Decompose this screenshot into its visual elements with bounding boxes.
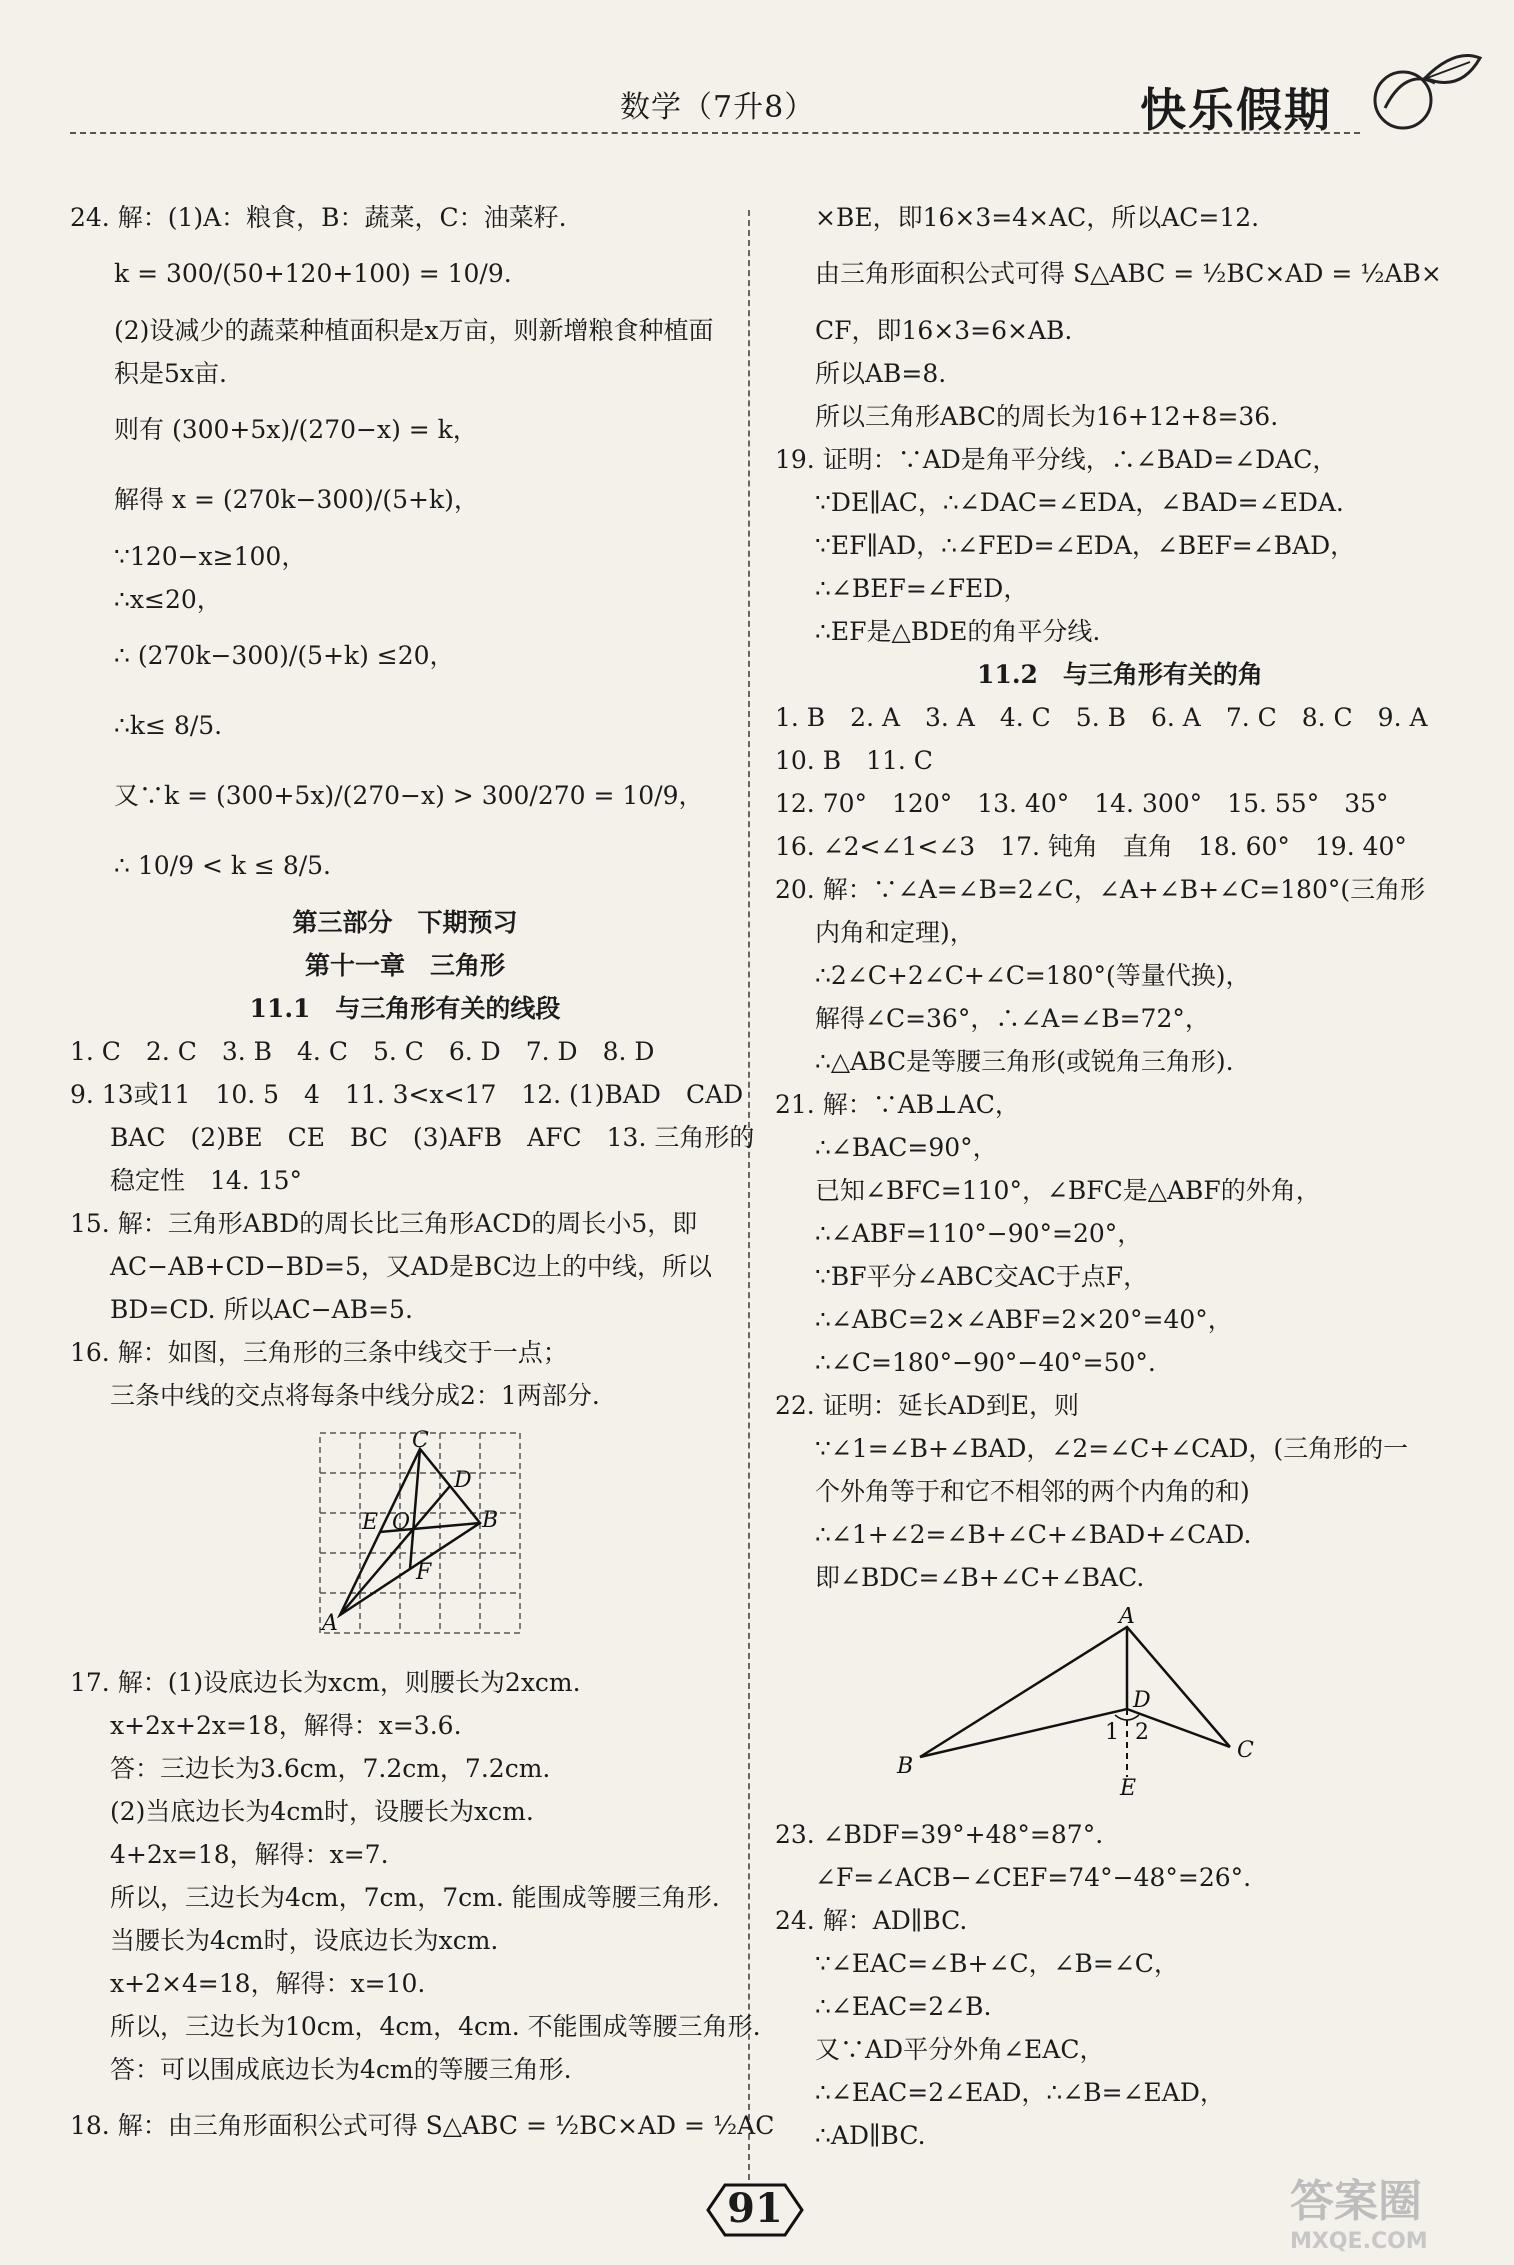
text-line: 解得 x = (270k−300)/(5+k)，: [114, 485, 479, 514]
chapter-heading: 第十一章 三角形: [304, 951, 505, 980]
text-line: 已知∠BFC=110°，∠BFC是△ABF的外角，: [815, 1176, 1321, 1205]
text-line: 当腰长为4cm时，设底边长为xcm.: [110, 1926, 499, 1955]
brand-title: 快乐假期: [1140, 83, 1332, 137]
watermark: [1290, 2165, 1428, 2254]
text-line: 则有 (300+5x)/(270−x) = k，: [114, 415, 478, 444]
text-line: 15. 解：三角形ABD的周长比三角形ACD的周长小5，即: [70, 1209, 698, 1238]
text-line: 又∵AD平分外角∠EAC，: [815, 2035, 1105, 2064]
text-line: 又∵k = (300+5x)/(270−x) > 300/270 = 10/9，: [114, 781, 704, 810]
text-line: 4+2x=18，解得：x=7.: [110, 1840, 389, 1869]
text-line: ∴AD∥BC.: [815, 2121, 926, 2150]
text-line: ∴△ABC是等腰三角形(或锐角三角形).: [815, 1047, 1234, 1076]
text-line: 个外角等于和它不相邻的两个内角的和): [815, 1477, 1250, 1506]
text-line: BD=CD. 所以AC−AB=5.: [110, 1295, 413, 1324]
text-line: ∵∠1=∠B+∠BAD，∠2=∠C+∠CAD，(三角形的一: [815, 1434, 1409, 1463]
fig2-label: 1: [1105, 1720, 1119, 1745]
fig1-label: E: [362, 1510, 379, 1535]
answer-line: 1. C 2. C 3. B 4. C 5. C 6. D 7. D 8. D: [70, 1037, 655, 1066]
fig2-label: E: [1120, 1776, 1137, 1797]
text-line: 所以AB=8.: [815, 359, 947, 388]
page-header: [0, 0, 1514, 140]
left-column: [70, 196, 775, 2161]
text-line: ×BE，即16×3=4×AC，所以AC=12.: [815, 203, 1260, 232]
page-number-text: 91: [727, 2185, 783, 2232]
text-line: 24. 解：AD∥BC.: [775, 1906, 968, 1935]
angle-figure: [775, 1607, 1465, 1797]
text-line: 内角和定理)，: [815, 918, 975, 947]
text-line: 19. 证明：∵AD是角平分线，∴∠BAD=∠DAC，: [775, 445, 1338, 474]
text-line: CF，即16×3=6×AB.: [815, 316, 1073, 345]
fig2-label: 2: [1135, 1720, 1149, 1745]
text-line: 23. ∠BDF=39°+48°=87°.: [775, 1820, 1104, 1849]
text-line: ∴ (270k−300)/(5+k) ≤20，: [114, 641, 455, 670]
text-line: ∴∠EAC=2∠B.: [815, 1992, 992, 2021]
text-line: k = 300/(50+120+100) = 10/9.: [114, 259, 512, 288]
text-line: 21. 解：∵AB⊥AC，: [775, 1090, 1020, 1119]
fig2-label: C: [1237, 1738, 1254, 1763]
header-rule: [70, 132, 1360, 134]
text-line: ∴∠ABC=2×∠ABF=2×20°=40°，: [815, 1305, 1233, 1334]
fig1-label: D: [454, 1468, 472, 1493]
answer-line: 10. B 11. C: [775, 746, 933, 775]
text-line: 17. 解：(1)设底边长为xcm，则腰长为2xcm.: [70, 1668, 581, 1697]
text-line: 积是5x亩.: [114, 359, 227, 388]
text-line: 所以三角形ABC的周长为16+12+8=36.: [815, 402, 1279, 431]
page-number: [700, 2175, 810, 2245]
text-line: ∴k≤ 8/5.: [114, 711, 223, 740]
text-line: 所以，三边长为4cm，7cm，7cm. 能围成等腰三角形.: [110, 1883, 720, 1912]
text-line: (2)设减少的蔬菜种植面积是x万亩，则新增粮食种植面: [114, 316, 714, 345]
text-line: ∴EF是△BDE的角平分线.: [815, 617, 1101, 646]
text-line: ∴∠C=180°−90°−40°=50°.: [815, 1348, 1156, 1377]
median-figure: [70, 1425, 740, 1645]
text-line: x+2x+2x=18，解得：x=3.6.: [110, 1711, 462, 1740]
answer-line: BAC (2)BE CE BC (3)AFB AFC 13. 三角形的: [110, 1123, 755, 1152]
fig2-label: B: [897, 1754, 914, 1779]
text-line: ∴2∠C+2∠C+∠C=180°(等量代换)，: [815, 961, 1251, 990]
right-column: [775, 196, 1465, 2157]
answer-line: 稳定性 14. 15°: [110, 1166, 303, 1195]
text-line: ∴∠BAC=90°，: [815, 1133, 998, 1162]
answer-line: 16. ∠2<∠1<∠3 17. 钝角 直角 18. 60° 19. 40°: [775, 832, 1407, 861]
text-line: 三条中线的交点将每条中线分成2：1两部分.: [110, 1381, 600, 1410]
text-line: x+2×4=18，解得：x=10.: [110, 1969, 426, 1998]
text-line: 18. 解：由三角形面积公式可得 S△ABC = ½BC×AD = ½AC: [70, 2111, 775, 2140]
text-line: AC−AB+CD−BD=5，又AD是BC边上的中线，所以: [110, 1252, 712, 1281]
text-line: 所以，三边长为10cm，4cm，4cm. 不能围成等腰三角形.: [110, 2012, 761, 2041]
text-line: ∴ 10/9 < k ≤ 8/5.: [114, 851, 332, 880]
fig1-label: O: [392, 1510, 411, 1535]
text-line: 由三角形面积公式可得 S△ABC = ½BC×AD = ½AB×: [815, 259, 1442, 288]
watermark-main: 答案圈: [1290, 2176, 1422, 2227]
answer-line: 1. B 2. A 3. A 4. C 5. B 6. A 7. C 8. C 9. A: [775, 703, 1428, 732]
fig1-label: C: [412, 1428, 429, 1453]
subject-title: 数学（7升8）: [620, 90, 816, 125]
text-line: ∠F=∠ACB−∠CEF=74°−48°=26°.: [815, 1863, 1252, 1892]
text-line: ∵BF平分∠ABC交AC于点F，: [815, 1262, 1149, 1291]
text-line: ∵∠EAC=∠B+∠C，∠B=∠C，: [815, 1949, 1179, 1978]
text-line: 即∠BDC=∠B+∠C+∠BAC.: [815, 1563, 1145, 1592]
fig1-label: B: [482, 1508, 499, 1533]
text-line: ∴∠EAC=2∠EAD，∴∠B=∠EAD，: [815, 2078, 1225, 2107]
column-divider: [748, 210, 750, 2180]
subsection-heading: 11.1 与三角形有关的线段: [249, 994, 561, 1023]
text-line: ∴∠BEF=∠FED，: [815, 574, 1029, 603]
section-heading: 第三部分 下期预习: [292, 908, 518, 937]
text-line: ∵DE∥AC，∴∠DAC=∠EDA，∠BAD=∠EDA.: [815, 488, 1344, 517]
text-line: ∵120−x≥100，: [114, 542, 307, 571]
text-line: ∵EF∥AD，∴∠FED=∠EDA，∠BEF=∠BAD，: [815, 531, 1356, 560]
text-line: 24. 解：(1)A：粮食，B：蔬菜，C：油菜籽.: [70, 203, 567, 232]
text-line: ∴∠1+∠2=∠B+∠C+∠BAD+∠CAD.: [815, 1520, 1252, 1549]
fig2-label: A: [1119, 1607, 1135, 1629]
text-line: ∴∠ABF=110°−90°=20°，: [815, 1219, 1143, 1248]
text-line: 20. 解：∵∠A=∠B=2∠C，∠A+∠B+∠C=180°(三角形: [775, 875, 1426, 904]
text-line: (2)当底边长为4cm时，设腰长为xcm.: [110, 1797, 534, 1826]
text-line: 答：三边长为3.6cm，7.2cm，7.2cm.: [110, 1754, 551, 1783]
watermark-sub: MXQE.COM: [1290, 2229, 1428, 2254]
text-line: ∴x≤20，: [114, 585, 222, 614]
leaf-logo-icon: [1365, 48, 1485, 138]
fig2-label: D: [1133, 1688, 1151, 1713]
text-line: 解得∠C=36°，∴∠A=∠B=72°，: [815, 1004, 1210, 1033]
text-line: 16. 解：如图，三角形的三条中线交于一点；: [70, 1338, 568, 1367]
subsection-heading: 11.2 与三角形有关的角: [977, 660, 1263, 689]
fig1-label: F: [416, 1560, 432, 1585]
fig1-label: A: [322, 1611, 338, 1636]
text-line: 答：可以围成底边长为4cm的等腰三角形.: [110, 2055, 572, 2084]
answer-line: 12. 70° 120° 13. 40° 14. 300° 15. 55° 35°: [775, 789, 1389, 818]
text-line: 22. 证明：延长AD到E，则: [775, 1391, 1080, 1420]
answer-line: 9. 13或11 10. 5 4 11. 3<x<17 12. (1)BAD CAD: [70, 1080, 744, 1109]
